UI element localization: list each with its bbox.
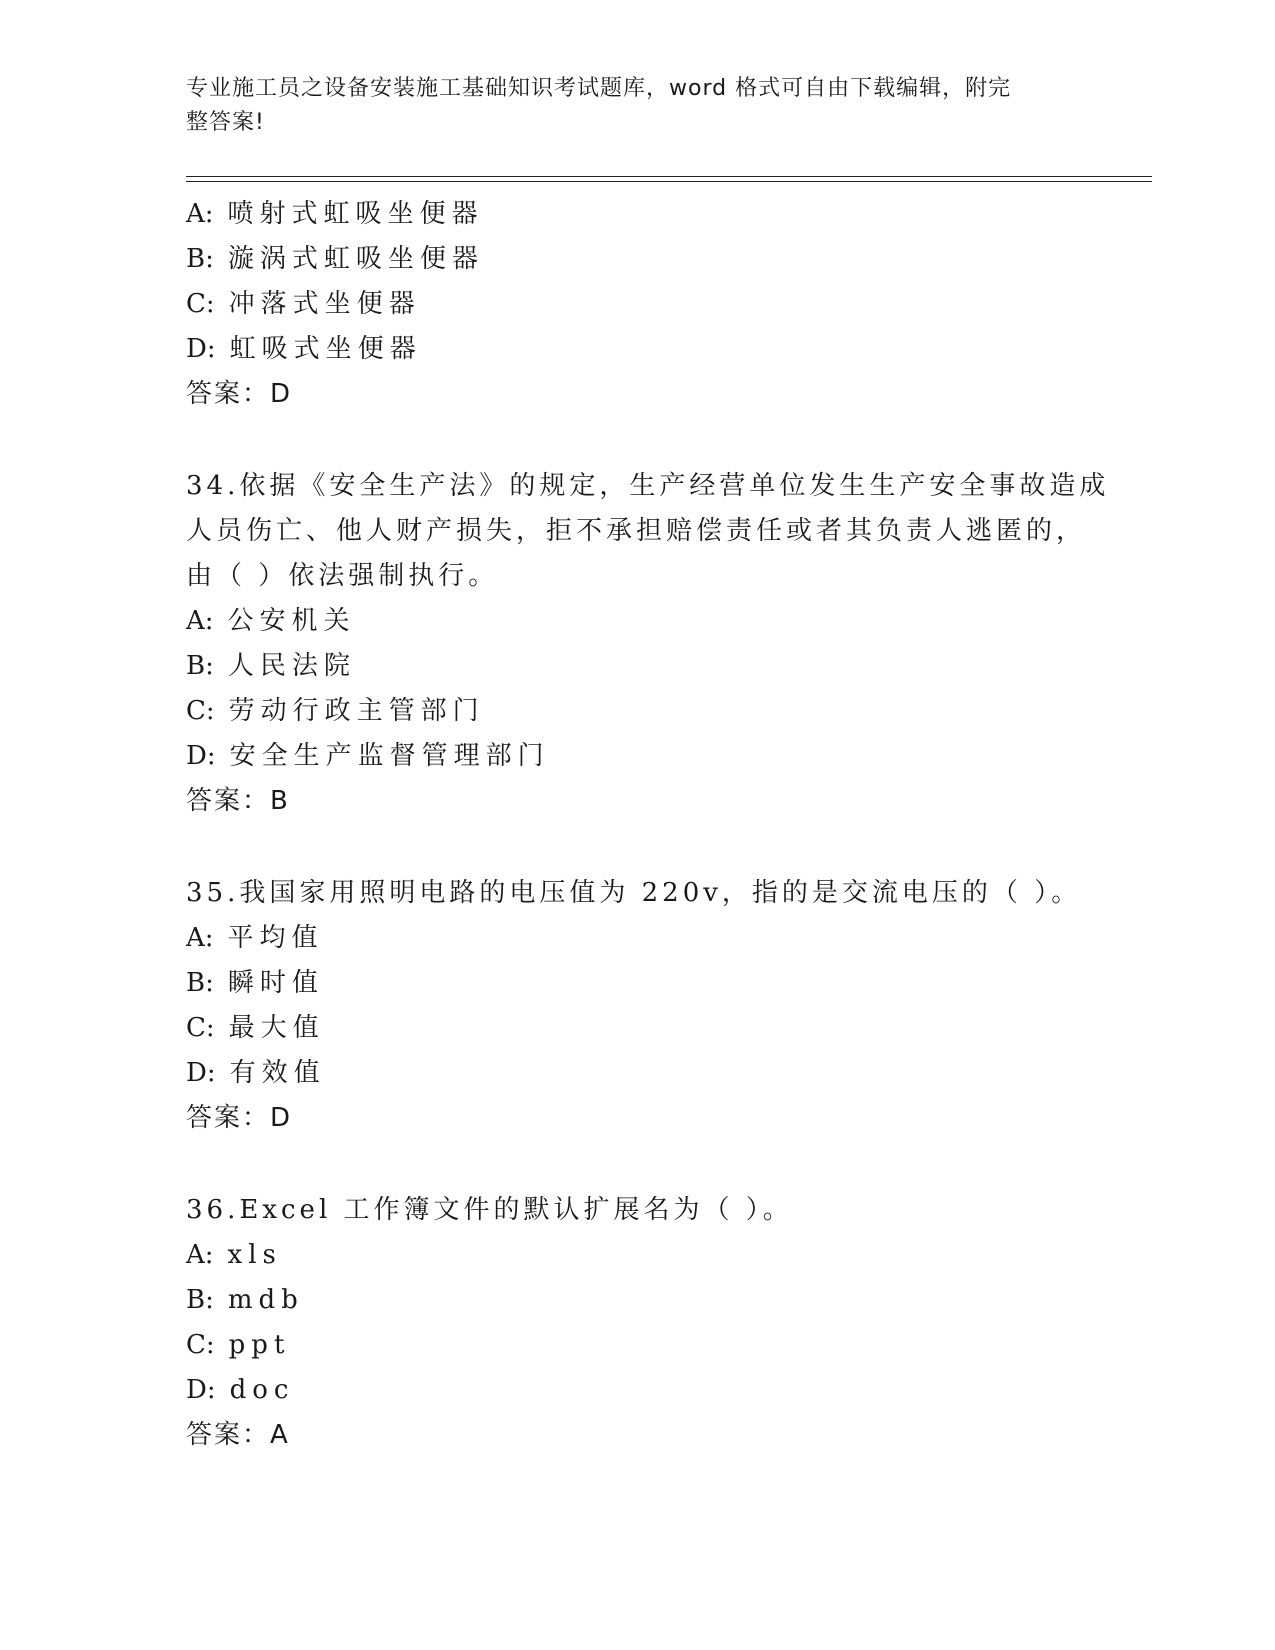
option-a: A: 喷射式虹吸坐便器 <box>186 199 484 229</box>
question-line: 35.我国家用照明电路的电压值为 220v，指的是交流电压的（ ）。 <box>186 878 1082 908</box>
document-body <box>186 192 1110 1458</box>
option-b: B: mdb <box>186 1285 304 1315</box>
option-a: A: xls <box>186 1240 282 1270</box>
answer-line: 答案：D <box>186 379 293 409</box>
option-c: C: 劳动行政主管部门 <box>186 696 485 726</box>
question-text <box>186 464 1110 599</box>
option-d: D: 虹吸式坐便器 <box>186 334 422 364</box>
header-divider-top <box>186 176 1152 177</box>
answer-line: 答案：B <box>186 786 290 816</box>
spacer <box>186 1141 1086 1188</box>
option-b: B: 人民法院 <box>186 651 356 681</box>
question-block-36 <box>186 1188 1086 1458</box>
option-b: B: 漩涡式虹吸坐便器 <box>186 244 484 274</box>
question-block-33 <box>186 192 1086 417</box>
question-text <box>186 871 1086 916</box>
option-a: A: 平均值 <box>186 923 324 953</box>
option-c: C: 最大值 <box>186 1013 325 1043</box>
header-title-line-1: 专业施工员之设备安装施工基础知识考试题库，word 格式可自由下载编辑，附完 <box>186 76 1012 101</box>
spacer <box>186 417 1086 464</box>
option-c: C: 冲落式坐便器 <box>186 289 421 319</box>
answer-line: 答案：D <box>186 1103 293 1133</box>
question-text <box>186 1188 1086 1233</box>
header-divider-bottom <box>186 181 1152 182</box>
header-title-line-2: 整答案! <box>186 110 265 135</box>
document-header <box>186 72 1066 140</box>
question-line: 由（ ）依法强制执行。 <box>186 561 499 591</box>
option-d: D: doc <box>186 1375 295 1405</box>
question-line: 人员伤亡、他人财产损失，拒不承担赔偿责任或者其负责人逃匿的， <box>186 516 1087 546</box>
option-c: C: ppt <box>186 1330 291 1360</box>
question-line: 36.Excel 工作簿文件的默认扩展名为（ ）。 <box>186 1195 793 1225</box>
option-d: D: 安全生产监督管理部门 <box>186 741 550 771</box>
question-block-35 <box>186 871 1086 1141</box>
option-d: D: 有效值 <box>186 1058 326 1088</box>
spacer <box>186 824 1086 871</box>
question-block-34 <box>186 464 1110 824</box>
option-a: A: 公安机关 <box>186 606 356 636</box>
option-b: B: 瞬时值 <box>186 968 324 998</box>
question-line: 34.依据《安全生产法》的规定，生产经营单位发生生产安全事故造成 <box>186 471 1110 501</box>
answer-line: 答案：A <box>186 1420 290 1450</box>
